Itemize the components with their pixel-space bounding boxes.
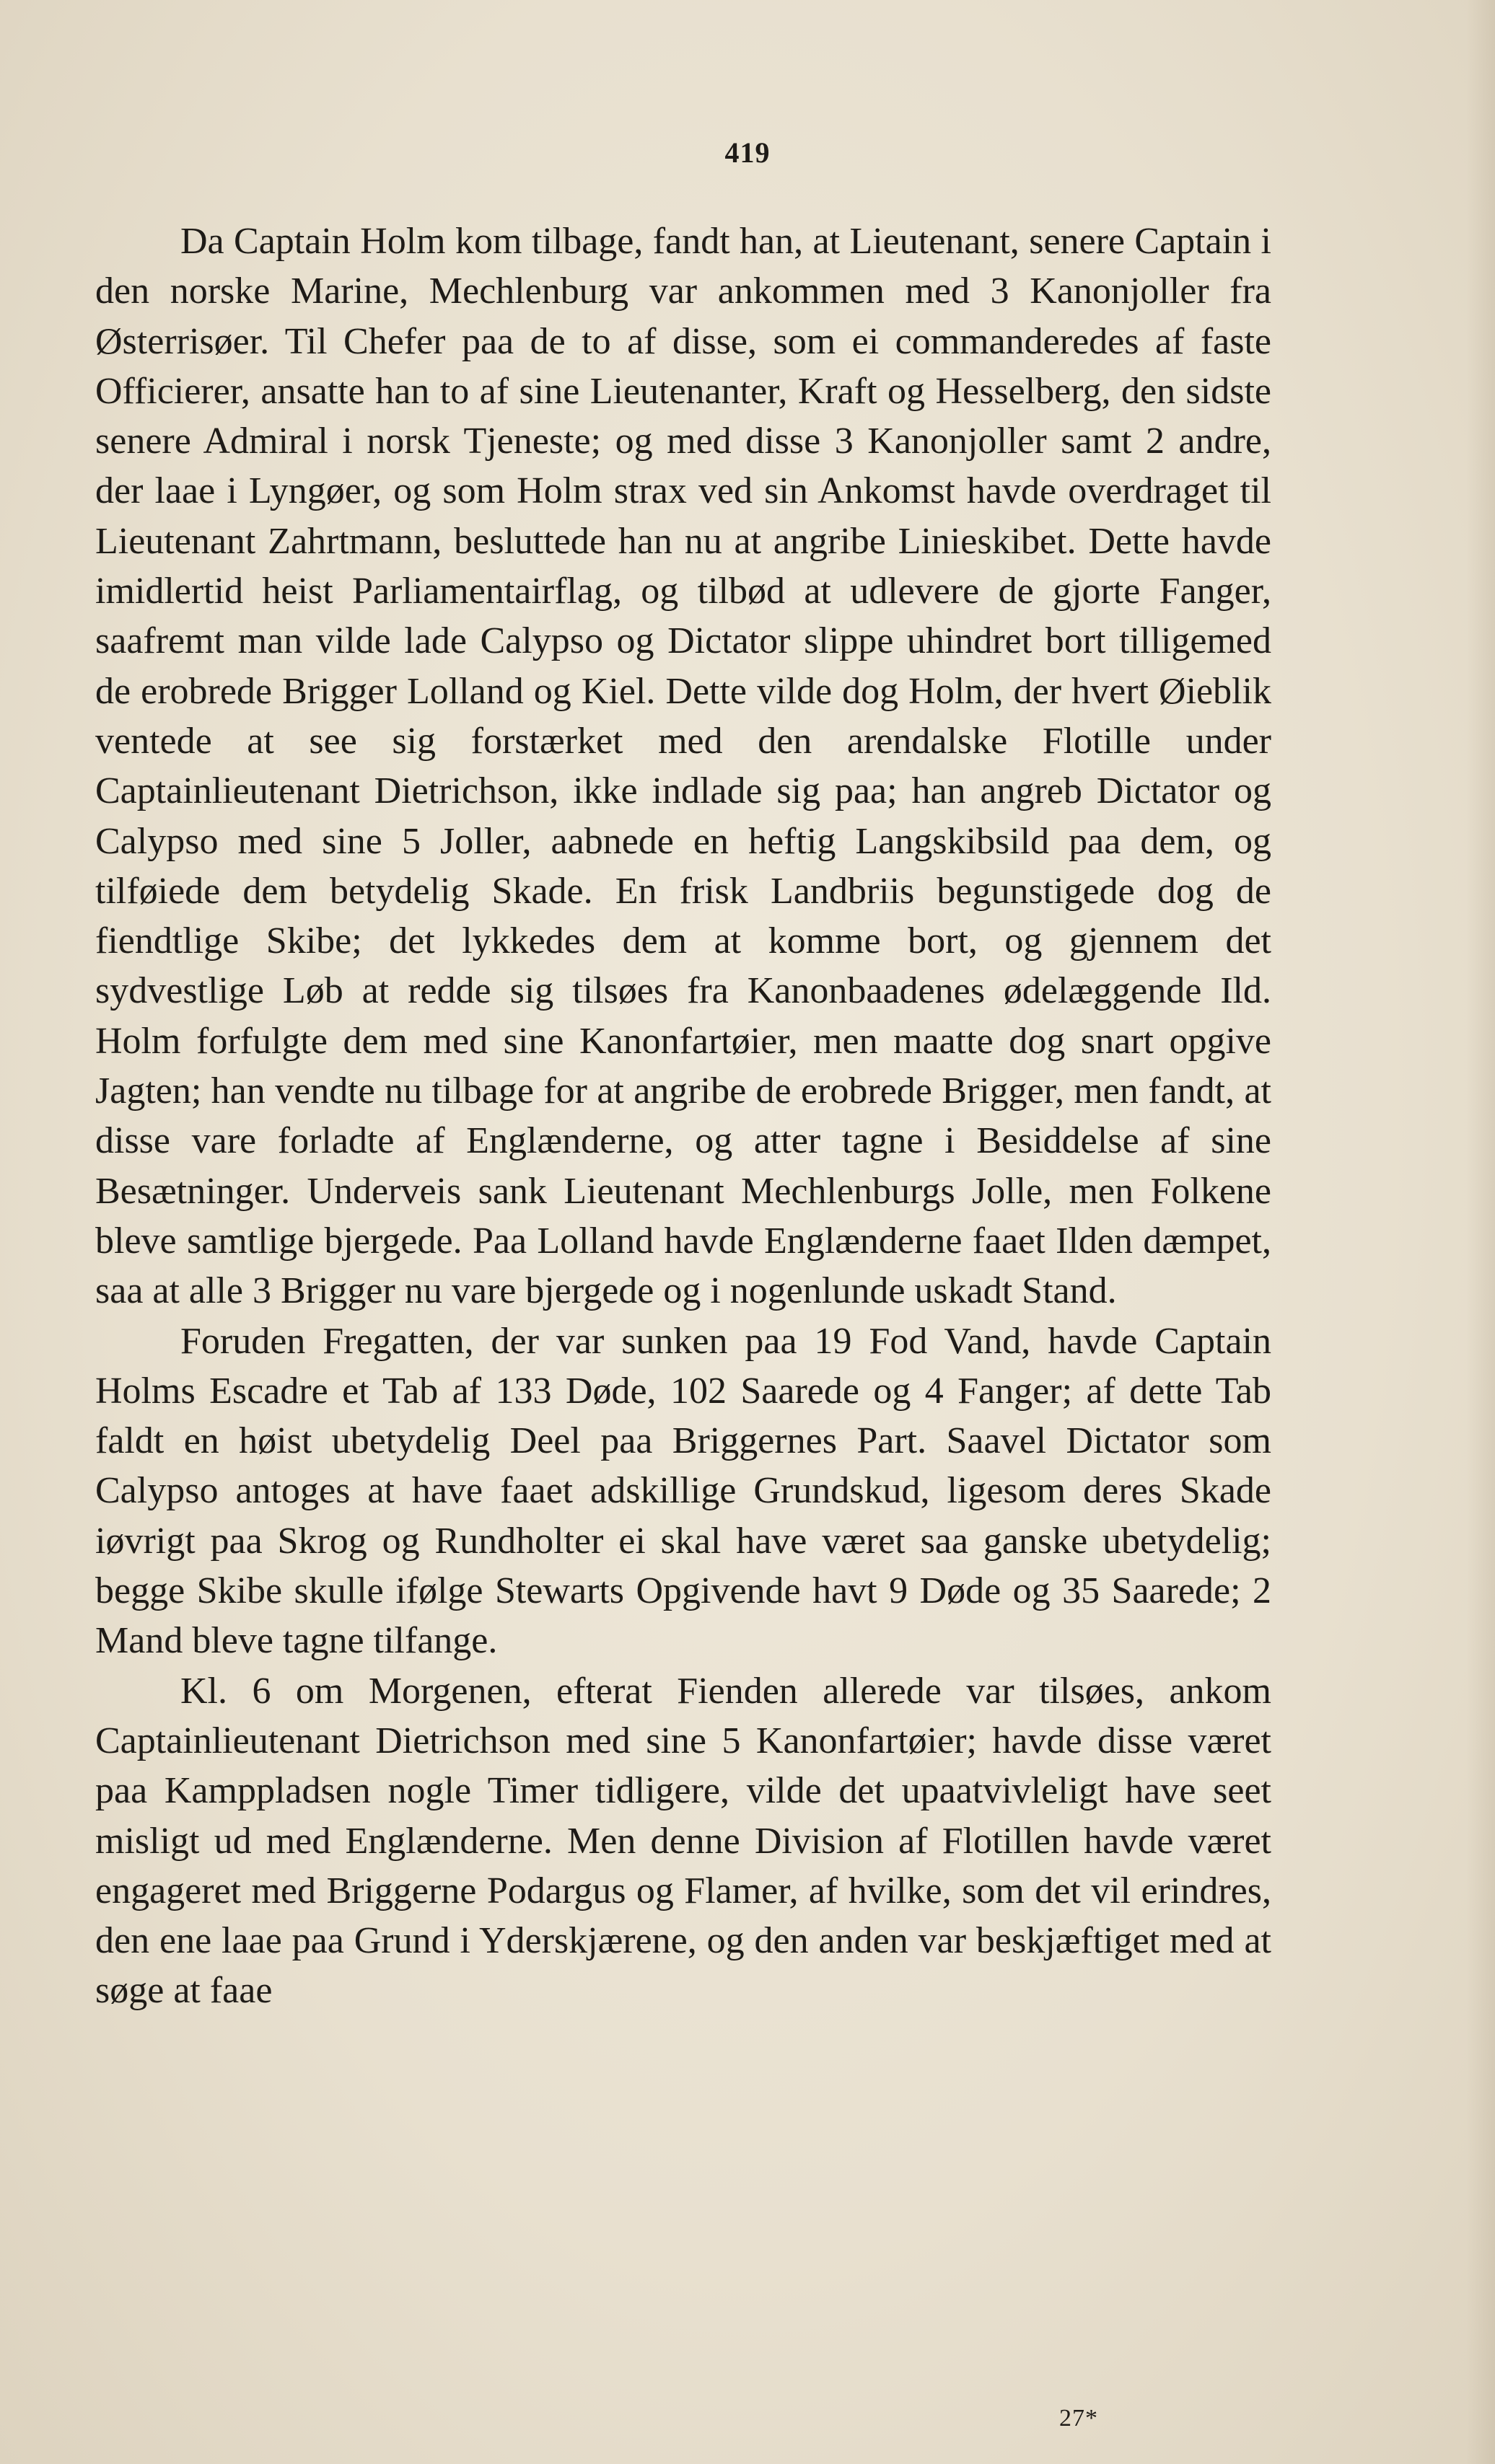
paragraph-2: Foruden Fregatten, der var sunken paa 19 Fod Vand, havde Captain Holms Escadre et Tab af 133 Døde, 102 Saarede og 4 Fanger; af dette Tab faldt en høist ubetydelig Deel paa Briggernes Part. Saavel Dictator som Calypso antoges at have faaet adskillige Grundskud, ligesom deres Skade iøvrigt paa Skrog og Rundholter ei skal have været saa ganske ubetydelig; begge Skibe skulle ifølge Stewarts Opgivende havt 9 Døde og 35 Saarede; 2 Mand bleve tagne tilfange. [95, 1320, 1271, 1662]
page-edge-shadow [1466, 0, 1495, 2464]
paragraph-3: Kl. 6 om Morgenen, efterat Fienden allerede var tilsøes, ankom Captainlieutenant Dietrichson med sine 5 Kanonfartøier; havde disse været paa Kamppladsen nogle Timer tidligere, vilde det upaatvivleligt have seet misligt ud med Englænderne. Men denne Division af Flotillen havde været engageret med Briggerne Podargus og Flamer, af hvilke, som det vil erindres, den ene laae paa Grund i Yderskjærene, og den anden var beskjæftiget med at søge at faae [95, 1670, 1271, 2012]
signature-mark: 27* [1059, 2405, 1098, 2432]
body-text [95, 216, 1271, 2016]
page-number: 419 [724, 136, 771, 169]
paragraph-1: Da Captain Holm kom tilbage, fandt han, at Lieutenant, senere Captain i den norske Marine, Mechlenburg var ankommen med 3 Kanonjoller fra Østerrisøer. Til Chefer paa de to af disse, som ei commanderedes af faste Officierer, ansatte han to af sine Lieutenanter, Kraft og Hesselberg, den sidste senere Admiral i norsk Tjeneste; og med disse 3 Kanonjoller samt 2 andre, der laae i Lyngøer, og som Holm strax ved sin Ankomst havde overdraget til Lieutenant Zahrtmann, besluttede han nu at angribe Linieskibet. Dette havde imidlertid heist Parliamentairflag, og tilbød at udlevere de gjorte Fanger, saafremt man vilde lade Calypso og Dictator slippe uhindret bort tilligemed de erobrede Brigger Lolland og Kiel. Dette vilde dog Holm, der hvert Øieblik ventede at see sig forstærket med den arendalske Flotille under Captainlieutenant Dietrichson, ikke indlade sig paa; han angreb Dictator og Calypso med sine 5 Joller, aabnede en heftig Langskibsild paa dem, og tilføiede dem betydelig Skade. En frisk Landbriis begunstigede dog de fiendtlige Skibe; det lykkedes dem at komme bort, og gjennem det sydvestlige Løb at redde sig tilsøes fra Kanonbaadenes ødelæggende Ild. Holm forfulgte dem med sine Kanonfartøier, men maatte dog snart opgive Jagten; han vendte nu tilbage for at angribe de erobrede Brigger, men fandt, at disse vare forladte af Englænderne, og atter tagne i Besiddelse af sine Besætninger. Underveis sank Lieutenant Mechlenburgs Jolle, men Folkene bleve samtlige bjergede. Paa Lolland havde Englænderne faaet Ilden dæmpet, saa at alle 3 Brigger nu vare bjergede og i nogenlunde uskadt Stand. [95, 221, 1271, 1312]
